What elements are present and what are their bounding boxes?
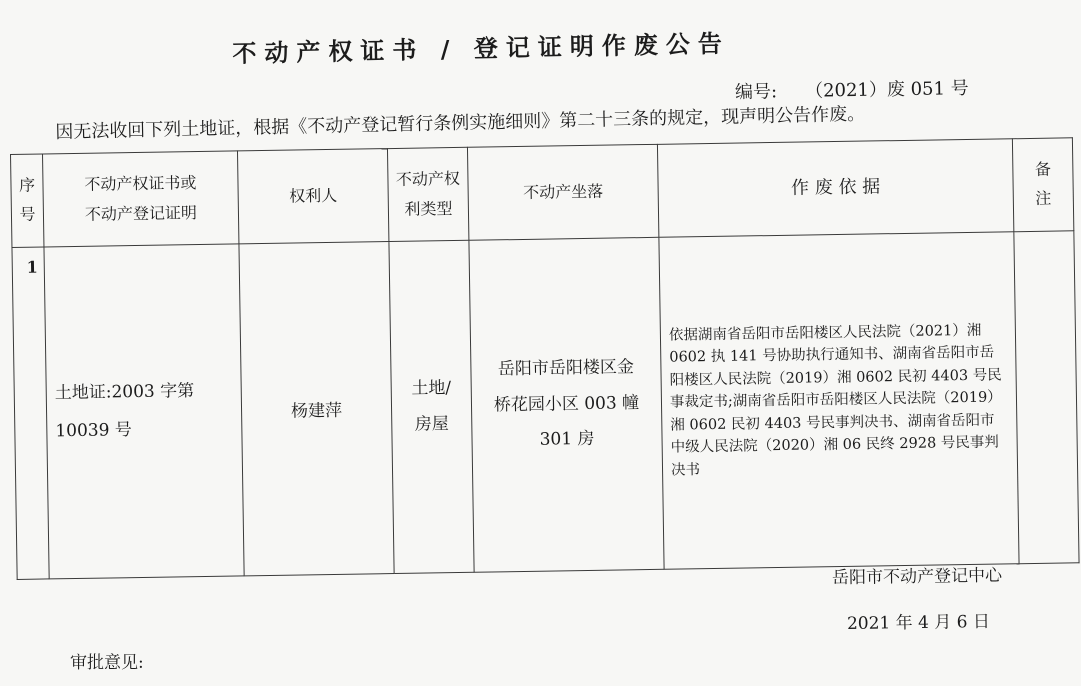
row-void-basis: 依据湖南省岳阳市岳阳楼区人民法院（2021）湘 0602 执 141 号协助执行通知书、湖南省岳阳市岳阳楼区人民法院（2019）湘 0602 民初 4403 号民事裁定书;湖南省岳阳市岳阳楼区人民法院（2019）湘 0602 民初 4403 号民事判决书、湖南省岳阳市中级人民法院（2020）湘 06 民终 2928 号民事判决书 — [659, 232, 1019, 570]
intro-paragraph: 因无法收回下列土地证，根据《不动产登记暂行条例实施细则》第二十三条的规定，现声明公告作废。 — [55, 103, 866, 143]
row-owner: 杨建萍 — [239, 242, 394, 576]
document-number-label: 编号: — [734, 81, 778, 104]
row-certificate: 土地证:2003 字第 10039 号 — [44, 244, 244, 579]
header-location: 不动产坐落 — [467, 144, 658, 240]
document-title: 不动产权证书 / 登记证明作废公告 — [232, 28, 731, 68]
row-location: 岳阳市岳阳楼区金 桥花园小区 003 幢 301 房 — [469, 237, 664, 572]
row-remarks — [1014, 231, 1079, 564]
table-row — [12, 231, 1079, 580]
table-header-row — [11, 138, 1074, 248]
issue-date: 2021 年 4 月 6 日 — [846, 612, 991, 634]
row-serial-no: 1 — [12, 247, 49, 579]
document-number-value: （2021）废 051 号 — [804, 77, 969, 102]
header-serial-no: 序 号 — [11, 154, 44, 247]
header-owner: 权利人 — [237, 149, 388, 244]
header-certificate: 不动产权证书或 不动产登记证明 — [43, 151, 239, 247]
header-remarks: 备 注 — [1012, 138, 1073, 232]
void-notice-table — [10, 137, 1080, 580]
header-void-basis: 作 废 依 据 — [657, 139, 1013, 238]
issuer-name: 岳阳市不动产登记中心 — [831, 565, 1003, 589]
header-right-type: 不动产权 利类型 — [387, 147, 468, 241]
row-right-type: 土地/ 房屋 — [389, 240, 474, 573]
approval-label: 审批意见: — [70, 653, 144, 673]
